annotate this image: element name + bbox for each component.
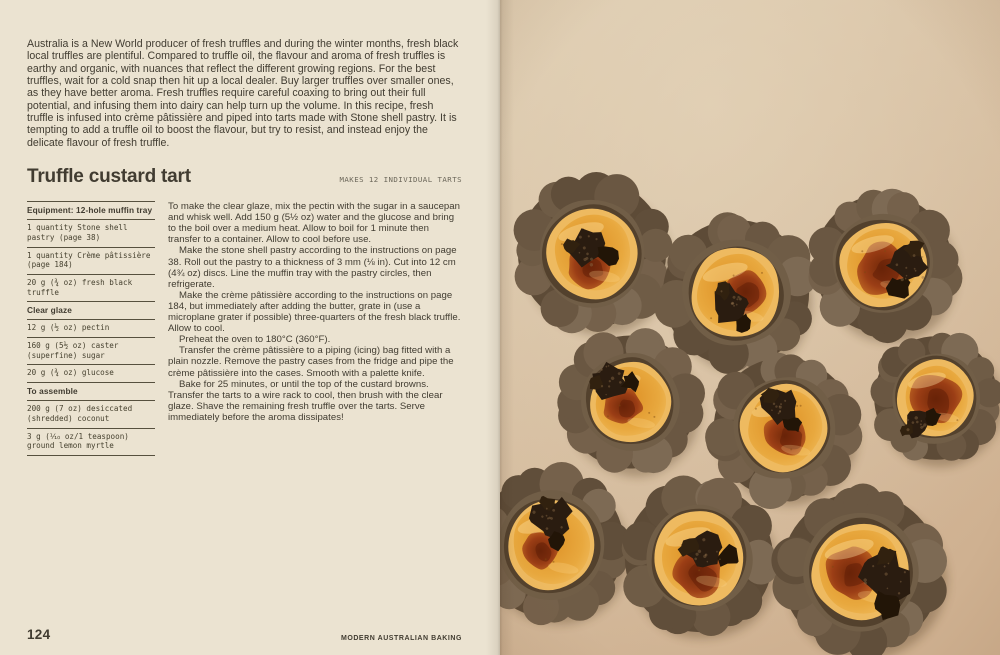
method-paragraph: Preheat the oven to 180°C (360°F). [179,334,331,346]
page-footer [27,627,462,642]
ingredient-item: 200 g (7 oz) desiccated (shredded) coconut [27,401,155,428]
intro-paragraph: Australia is a New World producer of fresh truffles and during the winter months, fresh black local truffles are plentiful. Compared to truffle oil, the flavour and aroma of fresh truffles is earthy and organic, with nuances that reflect the different growing regions. For the best truffles, wait for a cold snap then hit up a local dealer. Buy larger truffles over smaller ones, as they have better aroma. Fresh truffles require careful coaxing to bring out their full potential, and infusing them into dairy can help turn up the volume. In this recipe, fresh truffle is infused into crème pâtissière and piped into tarts made with Stone shell pastry. It is tempting to add a truffle oil to boost the flavour, but try to resist, and instead enjoy the delicate flavour of fresh truffle. [27,38,459,149]
ingredient-item: 12 g (½ oz) pectin [27,320,155,338]
method-paragraph: Transfer the crème pâtissière to a piping (icing) bag fitted with a plain nozzle. Remove the pastry cases from the fridge and pipe the crème pâtissière into the cases. Smooth with a palette knife. [168,345,454,379]
ingredient-item: 20 g (¾ oz) glucose [27,365,155,383]
method-paragraph: To make the clear glaze, mix the pectin with the sugar in a saucepan and whisk well. Add 150 g (5½ oz) water and the glucose and bring to the boil over a medium heat. Allow to boil for 1 minute then transfer to a container. Allow to cool before use. [168,201,460,246]
yield-note: MAKES 12 INDIVIDUAL TARTS [339,175,462,185]
ingredients-sidebar [27,201,155,456]
ingredient-group-header: To assemble [27,383,155,401]
tart-photo [500,0,1000,655]
ingredient-item: 3 g (⅒ oz/1 teaspoon) ground lemon myrtle [27,429,155,456]
ingredient-group-header: Equipment: 12-hole muffin tray [27,202,155,220]
ingredient-item: 1 quantity Stone shell pastry (page 38) [27,220,155,247]
title-row [27,166,462,188]
ingredient-group-header: Clear glaze [27,302,155,320]
ingredient-item: 20 g (¾ oz) fresh black truffle [27,275,155,302]
method-paragraph: Make the crème pâtissière according to the instructions on page 184, but immediately after adding the butter, grate in (use a microplane grater if possible) three-quarters of the fresh black truffle. Allow to cool. [168,289,461,335]
method-paragraph: Bake for 25 minutes, or until the top of the custard browns. Transfer the tarts to a wire rack to cool, then brush with the clear glaze. Shave the remaining fresh truffle over the tarts. Serve immediately before the aroma dissipates! [168,378,443,423]
ingredient-item: 160 g (5½ oz) caster (superfine) sugar [27,338,155,365]
recipe-columns [27,201,462,456]
method-paragraph: Make the stone shell pastry according to the instructions on page 38. Roll out the pastry to a thickness of 3 mm (⅛ in). Cut into 12 cm (4¾ oz) discs. Line the muffin tray with the pastry circles, then refrigerate. [168,245,457,290]
running-footer: MODERN AUSTRALIAN BAKING [340,635,462,642]
recipe-title: Truffle custard tart [27,166,191,188]
method-column [168,201,462,456]
page-number: 124 [27,627,51,642]
photo-page [500,0,1000,655]
ingredient-item: 1 quantity Crème pâtissière (page 184) [27,248,155,275]
